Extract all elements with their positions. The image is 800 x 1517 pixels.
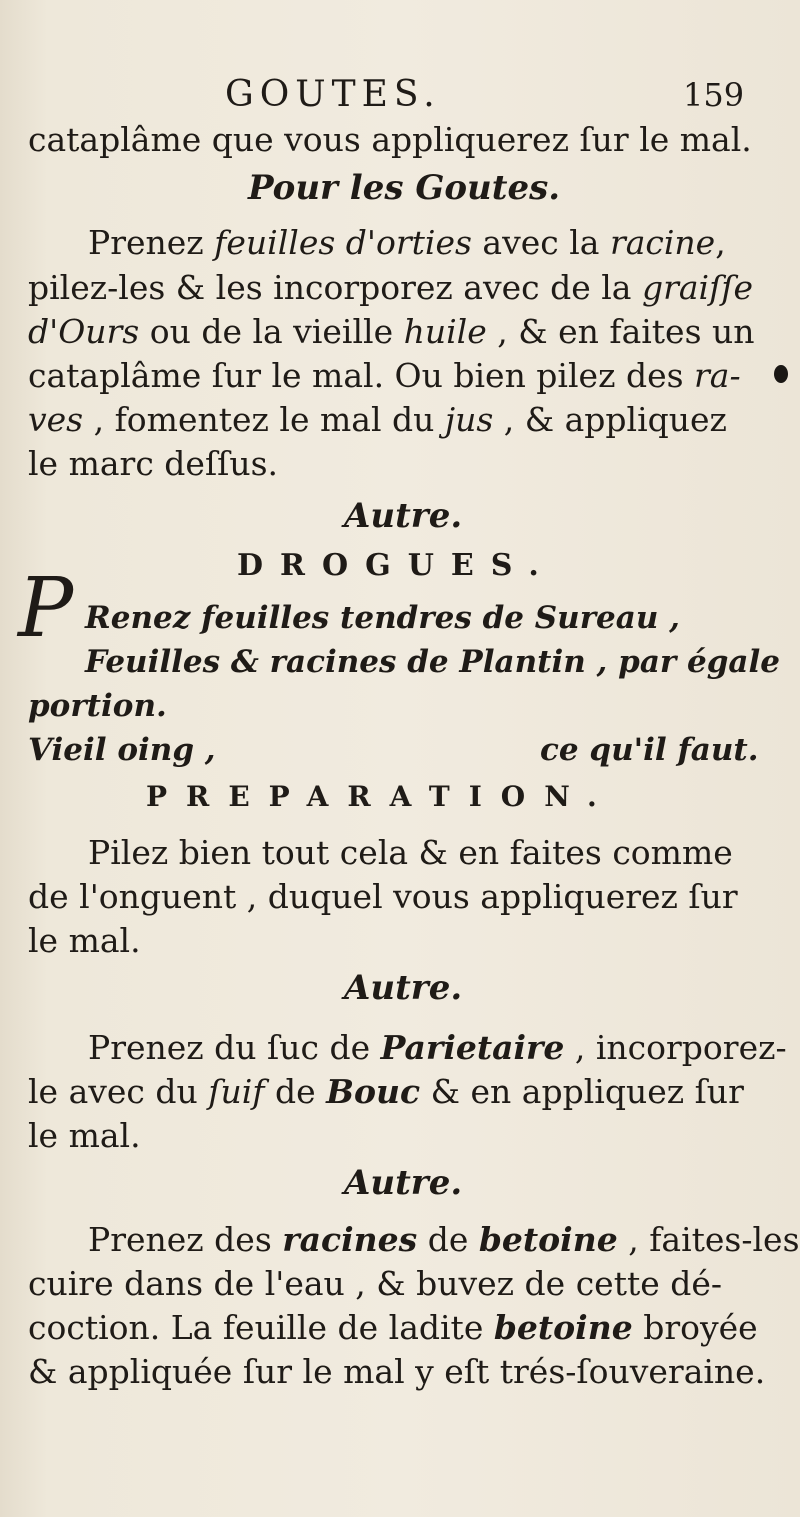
text-line: le mal. — [28, 921, 141, 960]
recipe-line: Feuilles & racines de Plantin , par égale — [85, 644, 781, 680]
page-number: 159 — [683, 76, 745, 114]
section-heading: DROGUES. — [237, 548, 556, 583]
text-line: cataplâme ſur le mal. Ou bien pilez des ra- — [28, 356, 741, 395]
text-line: pilez-les & les incorporez avec de la graiſſe — [28, 268, 754, 307]
running-head: GOUTES. — [225, 74, 441, 115]
text-line: cataplâme que vous appliquerez ſur le mal. — [28, 120, 752, 159]
text-line: Prenez du ſuc de Parietaire , incorporez- — [88, 1028, 787, 1067]
recipe-line: Vieil oing , — [28, 732, 216, 768]
drop-cap: P — [18, 561, 74, 656]
recipe-line: portion. — [28, 688, 167, 724]
text-line: Prenez des racines de betoine , faites-les — [88, 1220, 800, 1259]
section-heading: PREPARATION. — [146, 780, 616, 813]
text-line: & appliquée ſur le mal y eſt trés-ſouveraine. — [28, 1352, 766, 1391]
recipe-line: Renez feuilles tendres de Sureau , — [85, 600, 680, 636]
text-line: le avec du ſuif de Bouc & en appliquez ſur — [28, 1072, 744, 1111]
text-line: cuire dans de l'eau , & buvez de cette dé- — [28, 1264, 723, 1303]
text-line: le marc deſſus. — [28, 444, 279, 483]
section-heading: Autre. — [344, 496, 463, 536]
text-line: le mal. — [28, 1116, 141, 1155]
text-line: de l'onguent , duquel vous appliquerez ſur — [28, 877, 738, 916]
text-line: coction. La feuille de ladite betoine broyée — [28, 1308, 758, 1347]
section-heading: Pour les Goutes. — [248, 168, 561, 208]
ink-blot-mark — [774, 365, 788, 383]
section-heading: Autre. — [344, 1163, 463, 1203]
recipe-line: ce qu'il faut. — [540, 732, 759, 768]
text-line: d'Ours ou de la vieille huile , & en faites un — [28, 312, 755, 351]
text-line: Pilez bien tout cela & en faites comme — [88, 833, 733, 872]
text-line: Prenez feuilles d'orties avec la racine, — [88, 223, 726, 262]
section-heading: Autre. — [344, 968, 463, 1008]
text-line: ves , fomentez le mal du jus , & appliquez — [28, 400, 727, 439]
